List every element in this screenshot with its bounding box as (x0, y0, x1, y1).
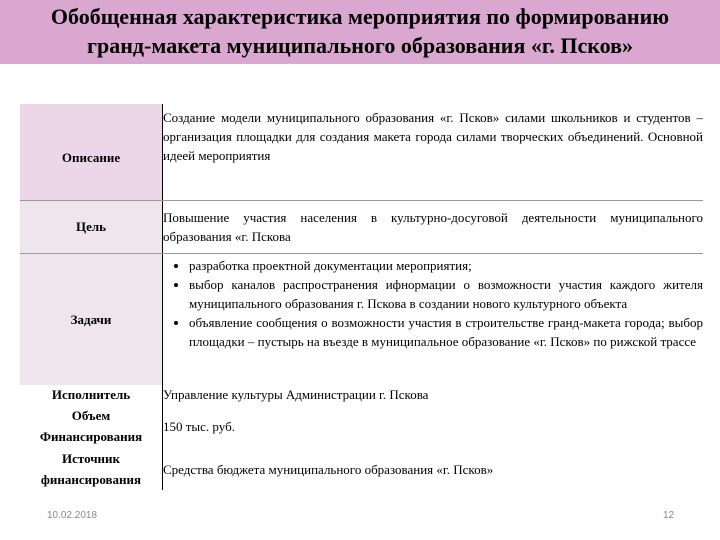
description-text: Создание модели муниципального образования «г. Псков» силами школьников и студентов – организация площадки для создания макета города силами творческих объединений. Основной идеей мероприятия (163, 104, 704, 201)
tasks-label: Задачи (20, 254, 163, 386)
list-item: • разработка проектной документации мероприятия; (189, 256, 703, 275)
funding-volume-label-line-1: Объем (71, 408, 111, 423)
slide-page-number: 12 (663, 510, 675, 521)
goal-label: Цель (20, 201, 163, 254)
executor-text: Управление культуры Администрации г. Пскова (163, 387, 429, 402)
slide-title-line-1: Обобщенная характеристика мероприятия по формированию (50, 4, 670, 29)
funding-volume-text: 150 тыс. руб. (163, 418, 235, 434)
row-executor (20, 385, 703, 404)
funding-source-label (20, 448, 163, 490)
funding-volume-label (20, 404, 163, 448)
slide-date: 10.02.2018 (47, 510, 98, 521)
row-funding-volume (20, 404, 703, 448)
list-item: • объявление сообщения о возможности участия в строительстве гранд-макета города; выбор площадки – пустырь на въезде в муниципальное образование «г. Псков» по рижской трассе (189, 313, 703, 351)
row-funding-source (20, 448, 703, 490)
title-band (0, 0, 720, 64)
slide-title (0, 2, 720, 60)
row-description (20, 104, 703, 201)
funding-source-label-line-1: Источник (61, 451, 121, 466)
funding-source-text: Средства бюджета муниципального образования «г. Псков» (163, 461, 494, 477)
list-item: • выбор каналов распространения ифнормации о возможности участия каждого жителя муниципального образования г. Пскова в создании нового культурного объекта (189, 275, 703, 313)
executor-label: Исполнитель (20, 385, 163, 404)
funding-source-label-line-2: финансирования (40, 472, 142, 487)
goal-text: Повышение участия населения в культурно-досуговой деятельности муниципального образования «г. Пскова (163, 201, 704, 254)
row-tasks (20, 254, 703, 386)
slide-title-line-2: гранд-макета муниципального образования «г. Псков» (87, 33, 633, 58)
tasks-cell (163, 254, 704, 386)
row-goal (20, 201, 703, 254)
description-label: Описание (20, 104, 163, 201)
funding-volume-label-line-2: Финансирования (39, 429, 143, 444)
tasks-list (163, 256, 703, 351)
event-characteristics-table (20, 104, 703, 490)
